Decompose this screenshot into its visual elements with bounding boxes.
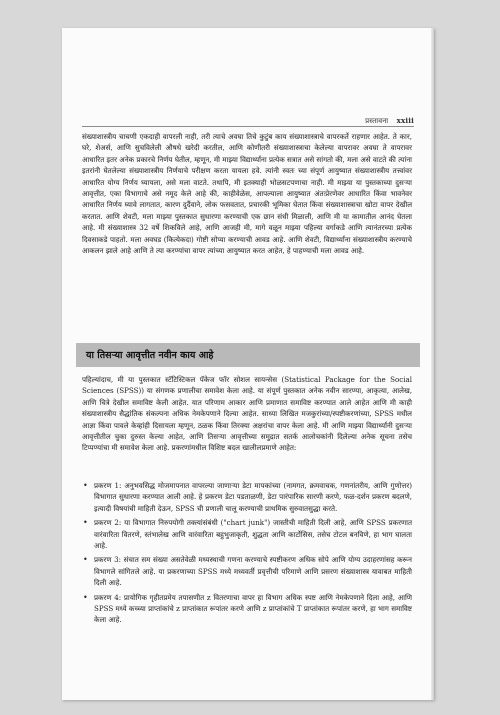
- list-item: [82, 554, 412, 588]
- list-item: [82, 592, 412, 626]
- page-number: xxiii: [396, 116, 414, 125]
- list-item-text: प्रकरण 3: संचात सम संख्या असतेवेळी मध्यस्थाची गणना करण्याचे स्पष्टीकरण अधिक सोपे आणि योग्य उदाहरणांसह करून विभागले सांगितले आहे. या प्रकरणाच्या SPSS मध्ये मध्यवर्ती प्रवृत्तीची परिमाणे आणि प्रसरण संख्याशास्त्र यावाबत माहिती दिली आहे.: [94, 555, 412, 588]
- section-paragraph: पहिल्यांदाच, मी या पुस्तकात स्टॅटिस्टिकल पॅकेज फॉर सोशल सायन्सेस (Statistical Package for the Social Sciences (SPSS)) या संगणक प्रणालीचा समावेश केला आहे. या संपूर्ण पुस्तकात अनेक नवीन सारण्या, आकृत्या, आलेख, आणि चित्रे देखील समाविष्ट केली आहेत. यात परिणाम आकार आणि प्रमाणात समाविष्ट करण्यात आले आहेत आणि मी काही संख्याशास्त्रीय सैद्धांतिक संकल्पना अधिक नेमकेपणाने दिल्या आहेत. साध्या लिखित मजकुरांच्या/स्पष्टीकरणांच्या, SPSS मधील आज्ञा किंवा पावले केव्हांही दिसायला म्हणून, ठळक किंवा तिरक्या अक्षरांचा वापर केला आहे. मी आणि माझ्या विद्यार्थ्यांनी दुसऱ्या आवृत्तीतील चुका दुरुस्त केल्या आहेत, आणि तिसऱ्या आवृत्तीच्या समुद्रात सतर्क आलोचकांनी दिलेल्या अनेक सूचना तसेच टिप्पण्यांचा मी समावेश केला आहे. प्रकरणांमधील विशिष्ट बदल खालीलप्रमाणे आहेत:: [82, 375, 412, 453]
- list-item-text: प्रकरण 1: अनुभवसिद्ध मोजमापनात वापरल्या जाणाऱ्या डेटा मापकांच्या (नामगत, क्रमवाचक, गणनांतरीय, आणि गुणोत्तर) विभागात सुधारणा करण्यात आली आहे. हे प्रकरण डेटा पडताळणी, डेटा पारंपारिक सारणी करणे, फळ-दर्शन प्रकरण बदलणे, इत्यादी विषयांची माहिती देऊन, SPSS ची प्रणाली चालू करण्याची प्राथमिक सुरुवातसुद्धा करते.: [94, 481, 412, 513]
- intro-paragraph: संख्याशास्त्रीय चाचणी एकदाही वापरली नाही, तरी त्याचे अवघा तिचे कुटुंब काय संख्याशास्त्राचे वापरकर्ते राहणार आहेत. ते कार, घरे, शेअर्स, आणि सुचविलेली औषधे खरेदी करतील, आणि कोणीतरी संख्याशास्त्राचा केलेल्या वापरावर अवघा ते वापरावर आधारित इतर अनेक प्रकारचे निर्णय घेतील, म्हणून, मी माझ्या विद्यार्थ्यांना प्रत्येक सत्रात असे सांगतो की, मला असे वाटते की त्यांना इतरांनी घेतलेल्या संख्याशास्त्रीय निर्णयाचे परीक्षण करता यायला हवे. त्यांनी स्वतः च्या संपूर्ण आयुष्यात संख्याशास्त्रीय तत्त्वांवर आधारित योग्य निर्णय घ्यायला, असे मला वाटते. तथापि, मी इतक्याही भोळसटपणाचा नाही. मी माझ्या या पुस्तकाच्या दुसऱ्या आवृत्तीत, एका विभागाचे असे नमूद केले आहे की, काहीवेळेस, आपल्याला आयुष्यात अंतःप्रेरणेवर आधारित किंवा भावनेवर आधारित निर्णय घ्यावे लागतात, कारण दुर्दैवाने, लोक फसवतात, प्रचारकी भूमिका घेतात किंवा संख्याशास्त्राचा खोटा वापर देखील करतात. आणि शेवटी, मला माझ्या पुस्तकात सुधारणा करण्याची एक छान संधी मिळाली, आणि मी या कामातील आनंद घेतला आहे. मी संख्याशास्त्र 32 वर्षे शिकविले आहे, आणि आजही मी, मागे वळून माझ्या पहिल्या वर्गाकडे आणि त्यानंतरच्या प्रत्येक दिवसाकडे पाहतो. मला अवघड (कित्येकदा) गोष्टी सोप्या करण्याची आवड आहे. आणि शेवटी, विद्यार्थ्यांना संख्याशास्त्रीय करण्याचे आकलन झाले आहे आणि ते त्या करण्यांचा वापर त्यांच्या आयुष्यात करत आहेत, हे पाहण्याची मला आवड आहे.: [82, 132, 412, 256]
- bullet-icon: •: [83, 518, 88, 528]
- bullet-icon: •: [83, 555, 88, 565]
- section-heading-band: [76, 343, 420, 367]
- chapter-changes-list: [82, 480, 412, 629]
- page-edge-shadow: [431, 28, 434, 700]
- list-item: [82, 480, 412, 514]
- bullet-icon: •: [83, 592, 88, 602]
- list-item: [82, 517, 412, 551]
- list-item-text: प्रकरण 2: या विभागात निरुपयोगी तक्त्यांसंबंधी ("chart junk") जास्तीची माहिती दिली आहे, आणि SPSS प्रकरणात वारंवारिता वितरणे, स्तंभालेख आणि वारंवारिता बहुभुजाकृती, शुद्धता आणि कार्टोसिस, तसेच टोटल बनविणे, हा भाग घालता आहे.: [94, 518, 412, 551]
- list-item-text: प्रकरण 4: प्रायोगिक गृहीतप्रमेय तपासणीत z वितरणाचा वापर हा विभाग अधिक स्पष्ट आणि नेमकेपणाने दिला आहे, आणि SPSS मध्ये कच्च्या प्राप्तांकांचे z प्राप्तांकात रूपांतर करणे आणि z प्राप्तांकांचे T प्राप्तांकात रूपांतर करणे, हा भाग समाविष्ट केला आहे.: [94, 592, 412, 625]
- section-title: या तिसऱ्या आवृत्तीत नवीन काय आहे: [86, 350, 214, 361]
- bullet-icon: •: [83, 481, 88, 490]
- running-header: [365, 116, 414, 126]
- header-rule: [82, 126, 414, 127]
- running-title: प्रस्तावना: [365, 117, 389, 125]
- book-page: [62, 28, 434, 700]
